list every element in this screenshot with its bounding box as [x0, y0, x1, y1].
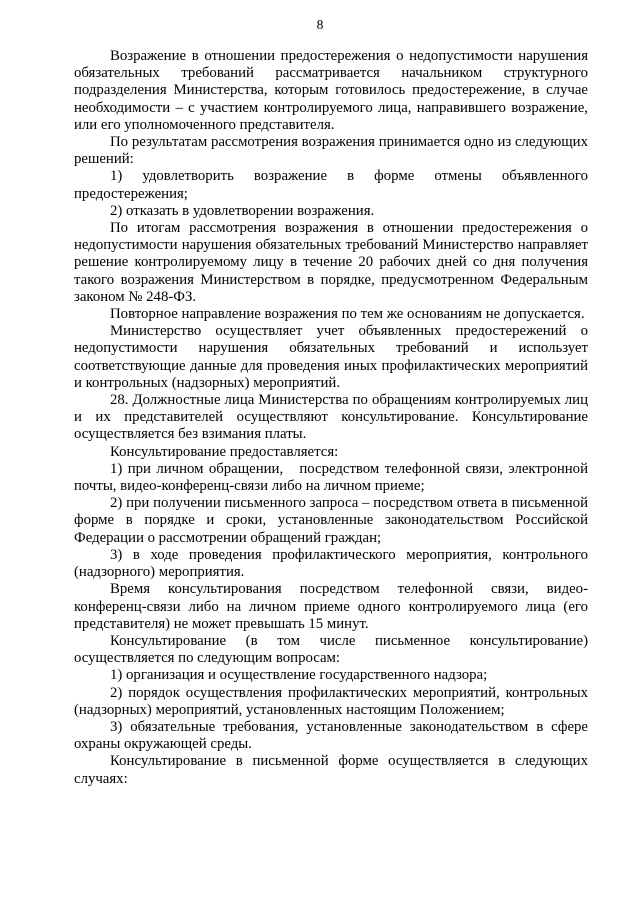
- list-item: 2) отказать в удовлетворении возражения.: [110, 202, 375, 219]
- paragraph: 28. Должностные лица Министерства по обращениям контролируемых лиц и их представителей осуществляют консультирование. Консультирование осуществляется без взимания платы.: [74, 392, 592, 443]
- list-item: 3) в ходе проведения профилактического мероприятия, контрольного (надзорного) мероприятия.: [74, 546, 592, 581]
- document-body: [74, 48, 592, 788]
- paragraph: Консультирование в письменной форме осуществляется в следующих случаях:: [74, 753, 592, 787]
- paragraph: Консультирование (в том числе письменное консультирование) осуществляется по следующим вопросам:: [74, 632, 592, 667]
- page-number: 8: [316, 17, 324, 32]
- paragraph: Консультирование предоставляется:: [110, 443, 339, 460]
- paragraph: Министерство осуществляет учет объявленных предостережений о недопустимости нарушения обязательных требований и использует соответствующие данные для проведения иных профилактических мероприятий и контрольных (надзорных) мероприятий.: [74, 323, 592, 391]
- paragraph: По результатам рассмотрения возражения принимается одно из следующих решений:: [74, 134, 592, 168]
- paragraph: Возражение в отношении предостережения о недопустимости нарушения обязательных требований рассматривается начальником структурного подразделения Министерства, которым готовилось предостережение, в случае необходимости – с участием контролируемого лица, направившего возражение, или его уполномоченного представителя.: [74, 48, 592, 133]
- paragraph: Время консультирования посредством телефонной связи, видео-конференц-связи либо на личном приеме одного контролируемого лица (его представителя) не может превышать 15 минут.: [74, 581, 592, 632]
- list-item: 1) при личном обращении, посредством телефонной связи, электронной почты, видео-конференц-связи либо на личном приеме;: [74, 460, 592, 495]
- paragraph: По итогам рассмотрения возражения в отношении предостережения о недопустимости нарушения обязательных требований Министерство направляет решение контролируемому лицу в течение 20 рабочих дней со дня получения такого возражения Министерством в порядке, предусмотренном Федеральным законом № 248-ФЗ.: [74, 220, 592, 305]
- paragraph: Повторное направление возражения по тем же основаниям не допускается.: [110, 306, 585, 323]
- list-item: 2) порядок осуществления профилактических мероприятий, контрольных (надзорных) мероприятий, установленных настоящим Положением;: [74, 684, 592, 718]
- list-item: 3) обязательные требования, установленные законодательством в сфере охраны окружающей среды.: [74, 718, 592, 753]
- list-item: 1) удовлетворить возражение в форме отмены объявленного предостережения;: [74, 168, 592, 202]
- list-item: 2) при получении письменного запроса – посредством ответа в письменной форме в порядке и сроки, установленные законодательством Российской Федерации о рассмотрении обращений граждан;: [74, 495, 592, 546]
- list-item: 1) организация и осуществление государственного надзора;: [110, 667, 488, 684]
